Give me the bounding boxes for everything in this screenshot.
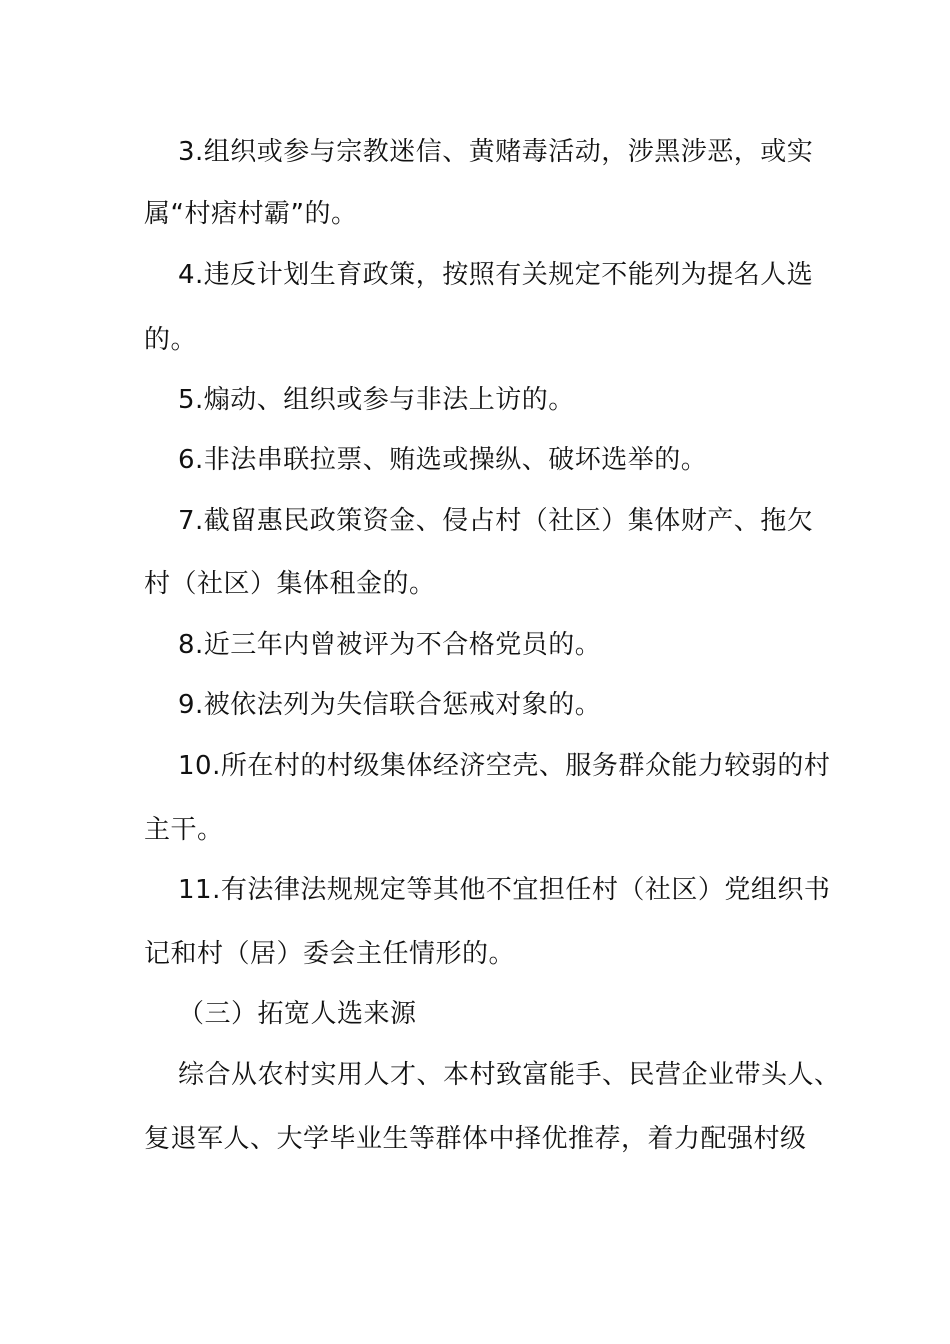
paragraph-line-2: 复退军人、大学毕业生等群体中择优推荐，着力配强村级 [144, 1124, 807, 1154]
paragraph-line-1: 综合从农村实用人才、本村致富能手、民营企业带头人、 [178, 1060, 841, 1090]
item-11-line-1: 11.有法律法规规定等其他不宜担任村（社区）党组织书 [178, 875, 831, 905]
item-9: 9.被依法列为失信联合惩戒对象的。 [178, 690, 602, 720]
item-5: 5.煽动、组织或参与非法上访的。 [178, 385, 575, 415]
item-4-line-1: 4.违反计划生育政策，按照有关规定不能列为提名人选 [178, 260, 814, 290]
item-10-line-1: 10.所在村的村级集体经济空壳、服务群众能力较弱的村 [178, 751, 831, 781]
item-7-line-1: 7.截留惠民政策资金、侵占村（社区）集体财产、拖欠 [178, 506, 814, 536]
item-6: 6.非法串联拉票、贿选或操纵、破坏选举的。 [178, 445, 708, 475]
item-10-line-2: 主干。 [144, 815, 224, 845]
item-8: 8.近三年内曾被评为不合格党员的。 [178, 630, 602, 660]
item-3-line-1: 3.组织或参与宗教迷信、黄赌毒活动，涉黑涉恶，或实 [178, 137, 814, 167]
item-7-line-2: 村（社区）集体租金的。 [144, 569, 436, 599]
item-3-line-2: 属“村痞村霸”的。 [144, 199, 358, 229]
item-4-line-2: 的。 [144, 325, 198, 355]
item-11-line-2: 记和村（居）委会主任情形的。 [144, 939, 516, 969]
section-heading: （三）拓宽人选来源 [178, 999, 417, 1029]
